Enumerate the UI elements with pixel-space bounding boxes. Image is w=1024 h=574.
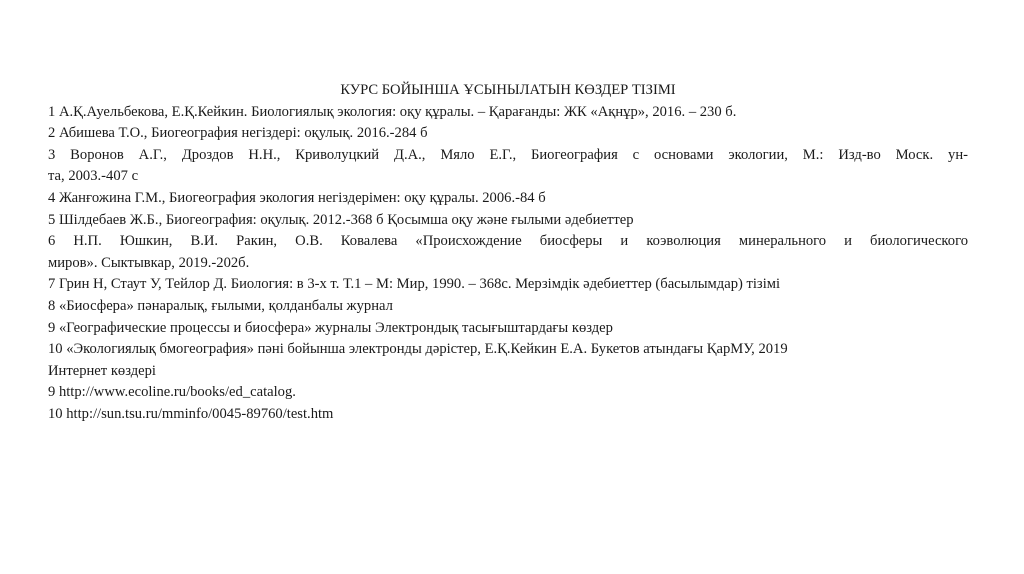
page-title: КУРС БОЙЫНША ҰСЫНЫЛАТЫН КӨЗДЕР ТІЗІМІ bbox=[340, 82, 676, 98]
reference-line-5: 5 Шілдебаев Ж.Б., Биогеография: оқулық. 2012.-368 б Қосымша оқу және ғылыми әдебиеттер bbox=[48, 211, 634, 228]
reference-line-4: 4 Жанғожина Г.М., Биогеография экология негіздерімен: оқу құралы. 2006.-84 б bbox=[48, 189, 546, 206]
reference-line-7: 7 Грин Н, Стаут У, Тейлор Д. Биология: в 3-х т. Т.1 – М: Мир, 1990. – 368с. Мерзімдік әдебиеттер (басылымдар) тізімі bbox=[48, 276, 781, 293]
reference-line-2: 2 Абишева Т.О., Биогеография негіздері: оқулық. 2016.-284 б bbox=[48, 125, 428, 142]
reference-line-6-cont: миров». Сыктывкар, 2019.-202б. bbox=[48, 254, 250, 271]
internet-sources-heading: Интернет көздері bbox=[48, 362, 156, 379]
reference-line-8: 8 «Биосфера» пәнаралық, ғылыми, қолданбалы журнал bbox=[48, 297, 393, 314]
reference-line-9: 9 «Географические процессы и биосфера» журналы Электрондық тасығыштардағы көздер bbox=[48, 319, 613, 336]
reference-line-10: 10 «Экологиялық бмогеография» пәні бойынша электронды дәрістер, Е.Қ.Кейкин Е.А. Букетов атындағы ҚарМУ, 2019 bbox=[48, 341, 788, 358]
reference-line-3-cont: та, 2003.-407 с bbox=[48, 168, 139, 185]
reference-list bbox=[48, 80, 968, 426]
internet-link-9: 9 http://www.ecoline.ru/books/ed_catalog. bbox=[48, 384, 296, 401]
reference-line-6: 6 Н.П. Юшкин, В.И. Ракин, О.В. Ковалева «Происхождение биосферы и коэволюция минерального и биологического bbox=[48, 233, 968, 250]
reference-line-3: 3 Воронов А.Г., Дроздов Н.Н., Криволуцкий Д.А., Мяло Е.Г., Биогеография с основами экологии, М.: Изд-во Моск. ун- bbox=[48, 146, 968, 163]
internet-link-10: 10 http://sun.tsu.ru/mminfo/0045-89760/test.htm bbox=[48, 405, 334, 422]
reference-line-1: 1 А.Қ.Ауельбекова, Е.Қ.Кейкин. Биологиялық экология: оқу құралы. – Қарағанды: ЖК «Ақнұр», 2016. – 230 б. bbox=[48, 103, 737, 120]
